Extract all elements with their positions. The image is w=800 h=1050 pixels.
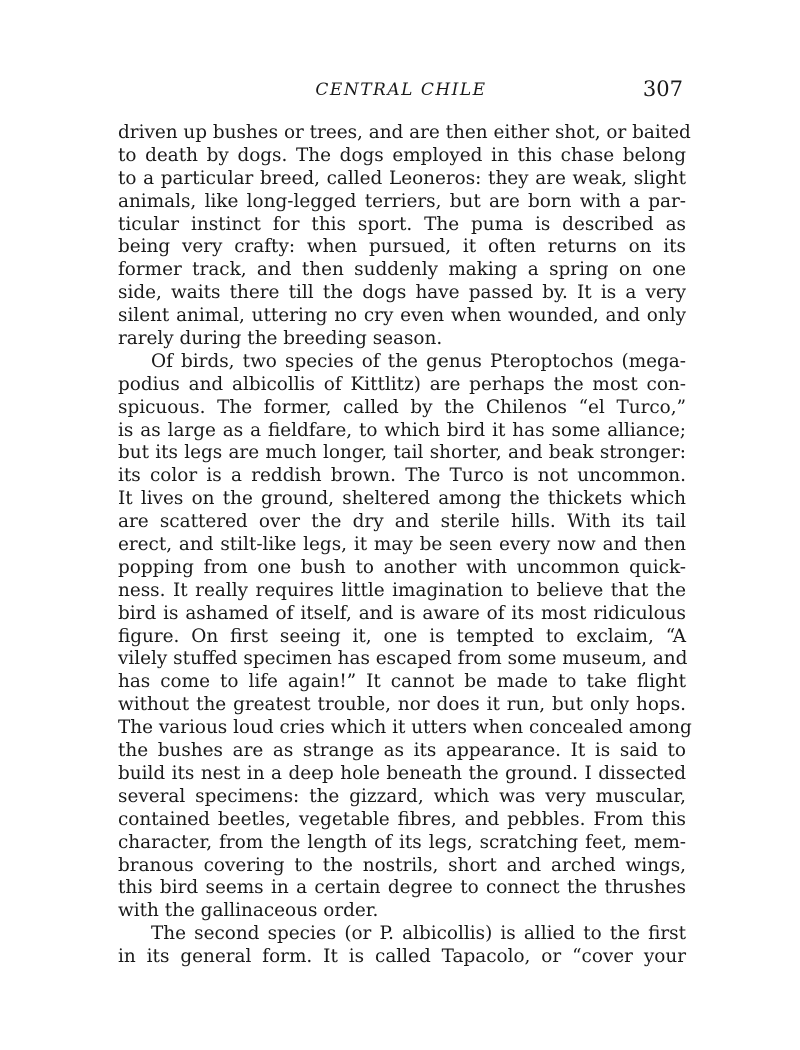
text-line: silent animal, uttering no cry even when wounded, and only — [118, 305, 686, 327]
running-header — [117, 74, 685, 104]
text-line: but its legs are much longer, tail shorter, and beak stronger: — [118, 442, 686, 464]
text-line: its color is a reddish brown. The Turco is not uncommon. — [118, 465, 686, 487]
text-line: former track, and then suddenly making a spring on one — [118, 259, 686, 281]
text-line: with the gallinaceous order. — [118, 900, 379, 922]
text-line: spicuous. The former, called by the Chilenos “el Turco,” — [118, 396, 686, 418]
text-line: ticular instinct for this sport. The puma is described as — [118, 213, 686, 235]
page-number: 307 — [642, 77, 683, 101]
text-line: to death by dogs. The dogs employed in this chase belong — [118, 144, 686, 166]
text-line: in its general form. It is called Tapacolo, or “cover your — [118, 946, 686, 968]
text-line: without the greatest trouble, nor does it run, but only hops. — [118, 694, 686, 716]
paragraph — [118, 923, 686, 969]
text-line: are scattered over the dry and sterile hills. With its tail — [118, 511, 686, 533]
text-line: podius and albicollis of Kittlitz) are perhaps the most con- — [118, 373, 686, 395]
text-line: bird is ashamed of itself, and is aware of its most ridiculous — [118, 602, 686, 624]
text-line: driven up bushes or trees, and are then either shot, or baited — [118, 122, 691, 143]
text-line: branous covering to the nostrils, short and arched wings, — [118, 854, 686, 876]
text-line: figure. On first seeing it, one is tempted to exclaim, “A — [118, 625, 686, 647]
text-line: side, waits there till the dogs have passed by. It is a very — [118, 282, 686, 304]
text-line: to a particular breed, called Leoneros: they are weak, slight — [118, 167, 686, 189]
text-line: contained beetles, vegetable fibres, and pebbles. From this — [118, 808, 686, 830]
text-line: Of birds, two species of the genus Pteroptochos (mega- — [151, 350, 686, 372]
text-line: The various loud cries which it utters when concealed among — [118, 717, 692, 739]
paragraph — [118, 122, 691, 351]
text-line: popping from one bush to another with uncommon quick- — [118, 556, 686, 578]
running-title: CENTRAL CHILE — [315, 80, 487, 100]
paragraph — [118, 350, 692, 923]
text-line: has come to life again!” It cannot be made to take flight — [118, 671, 686, 693]
text-line: animals, like long-legged terriers, but are born with a par- — [118, 190, 686, 212]
body-text — [118, 122, 692, 969]
text-line: character, from the length of its legs, scratching feet, mem- — [118, 831, 686, 853]
text-line: this bird seems in a certain degree to connect the thrushes — [118, 877, 686, 899]
text-line: ness. It really requires little imagination to believe that the — [118, 579, 686, 601]
text-line: the bushes are as strange as its appearance. It is said to — [118, 740, 686, 762]
text-line: several specimens: the gizzard, which was very muscular, — [118, 785, 686, 807]
text-line: rarely during the breeding season. — [118, 328, 443, 350]
text-line: It lives on the ground, sheltered among the thickets which — [118, 488, 686, 510]
text-line: erect, and stilt-like legs, it may be seen every now and then — [118, 534, 686, 556]
text-line: build its nest in a deep hole beneath the ground. I dissected — [118, 762, 686, 784]
text-line: being very crafty: when pursued, it often returns on its — [118, 236, 686, 258]
text-line: The second species (or P. albicollis) is allied to the first — [151, 923, 686, 945]
text-line: is as large as a fieldfare, to which bird it has some alliance; — [118, 419, 686, 441]
text-line: vilely stuffed specimen has escaped from some museum, and — [118, 648, 688, 670]
